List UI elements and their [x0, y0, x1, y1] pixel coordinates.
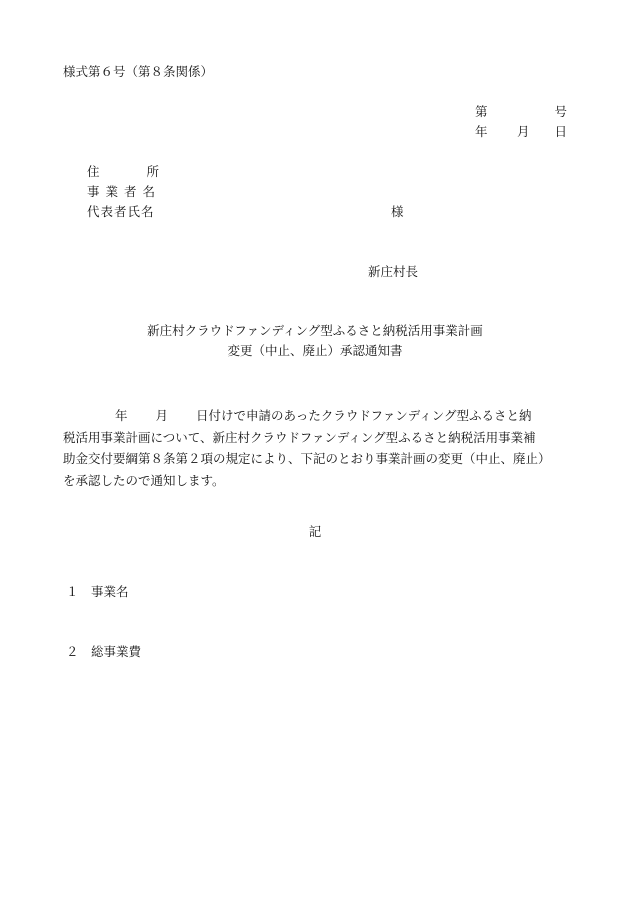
- item-number: １: [66, 584, 79, 599]
- ki-heading: 記: [308, 524, 322, 539]
- item-label: 事業名: [91, 584, 129, 599]
- item-label: 総事業費: [91, 644, 142, 659]
- body-year: 年: [115, 408, 128, 423]
- document-title-line1: 新庄村クラウドファンディング型ふるさと納税活用事業計画: [147, 323, 483, 338]
- address-label-part1: 住: [87, 164, 100, 179]
- representative-name-label: 代表者氏名: [87, 204, 155, 219]
- document-title-line2: 変更（中止、廃止）承認通知書: [227, 343, 403, 358]
- body-line-1: [63, 405, 568, 427]
- address-label-part2: 所: [146, 164, 159, 179]
- business-name-label: 事業者名: [87, 184, 162, 199]
- list-item: [66, 586, 129, 599]
- number-suffix: 号: [554, 104, 567, 119]
- date-day: 日: [554, 124, 567, 139]
- number-prefix: 第: [475, 104, 488, 119]
- sender-name: 新庄村長: [368, 264, 419, 279]
- body-line-2: 税活用事業計画について、新庄村クラウドファンディング型ふるさと納税活用事業補: [63, 429, 536, 445]
- item-number: ２: [66, 644, 79, 659]
- body-month: 月: [155, 408, 169, 423]
- notice-body: [63, 405, 568, 491]
- date-month: 月: [517, 124, 530, 139]
- body-line-4: を承認したので通知します。: [63, 472, 225, 488]
- body-line-3: 助金交付要綱第８条第２項の規定により、下記のとおり事業計画の変更（中止、廃止）: [63, 451, 551, 466]
- date-year: 年: [475, 124, 488, 139]
- body-line1-tail: 日付けで申請のあったクラウドファンディング型ふるさと納: [196, 408, 532, 423]
- form-label: 様式第６号（第８条関係）: [63, 64, 214, 79]
- list-item: [66, 646, 141, 659]
- honorific: 様: [391, 204, 404, 219]
